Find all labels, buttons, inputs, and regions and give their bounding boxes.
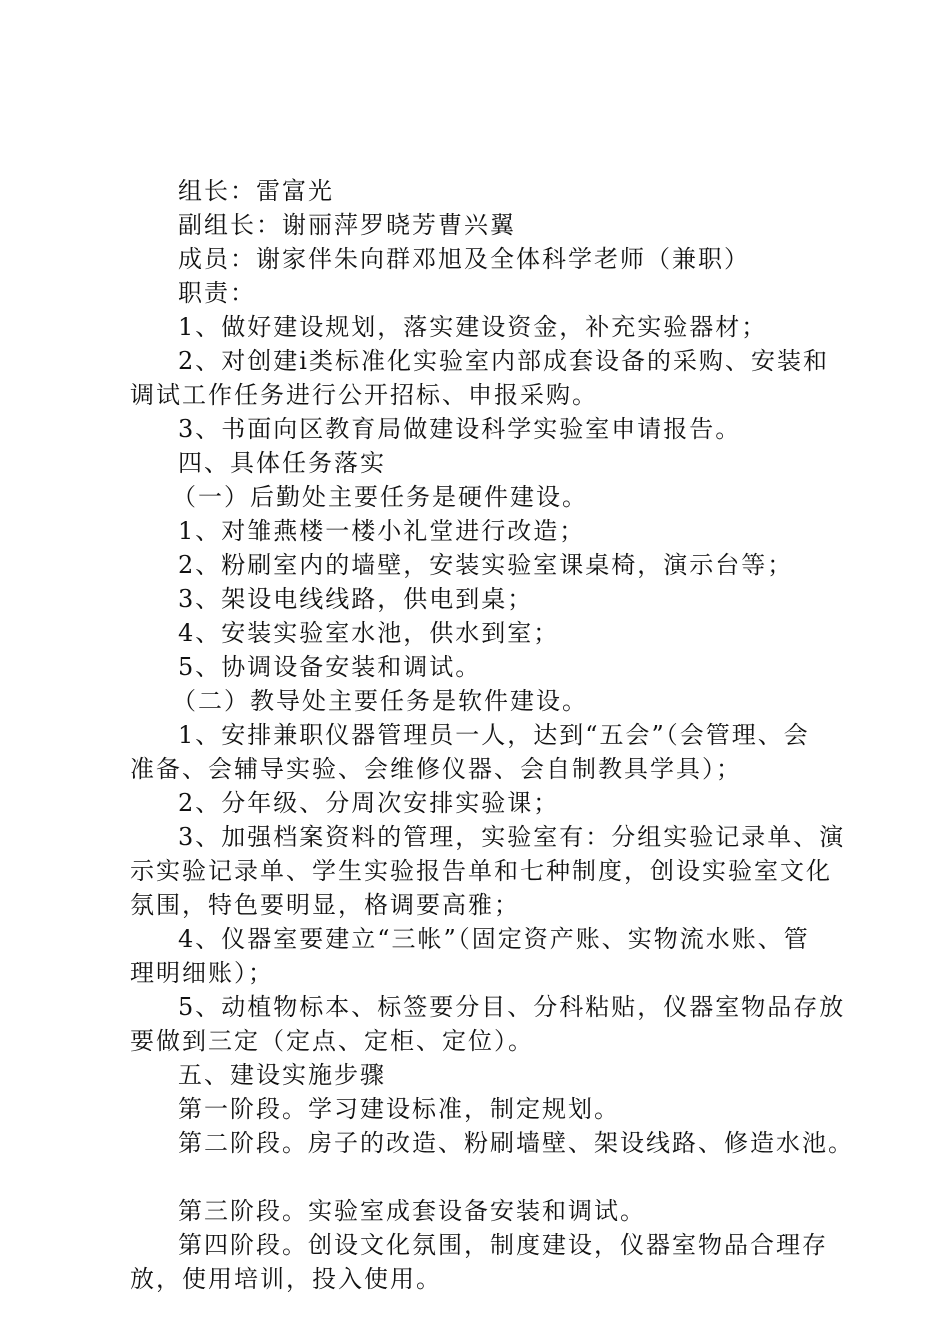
text-line: 放，使用培训，投入使用。 <box>130 1265 442 1293</box>
text-line: 第四阶段。创设文化氛围，制度建设，仪器室物品合理存 <box>178 1231 828 1259</box>
document-body <box>130 174 854 1296</box>
text-line: 氛围，特色要明显，格调要高雅； <box>130 891 520 919</box>
text-line: 示实验记录单、学生实验报告单和七种制度，创设实验室文化 <box>130 857 832 885</box>
text-line: 3、书面向区教育局做建设科学实验室申请报告。 <box>178 415 742 443</box>
text-line: 成员：谢家伴朱向群邓旭及全体科学老师（兼职） <box>178 245 750 273</box>
section-heading: 五、建设实施步骤 <box>178 1061 386 1089</box>
text-line: 5、协调设备安装和调试。 <box>178 653 482 681</box>
text-line: 组长：雷富光 <box>178 177 334 205</box>
text-line: 5、动植物标本、标签要分目、分科粘贴，仪器室物品存放 <box>178 993 846 1021</box>
text-line: 调试工作任务进行公开招标、申报采购。 <box>130 381 598 409</box>
text-line: 4、仪器室要建立“三帐”（固定资产账、实物流水账、管 <box>178 925 810 953</box>
blank-line <box>130 1160 850 1194</box>
text-line: 理明细账）； <box>130 959 274 987</box>
text-line: 3、架设电线线路，供电到桌； <box>178 585 534 613</box>
text-line: 2、粉刷室内的墙壁，安装实验室课桌椅，演示台等； <box>178 551 794 579</box>
text-line: 第一阶段。学习建设标准，制定规划。 <box>178 1095 620 1123</box>
subsection-heading: （二）教导处主要任务是软件建设。 <box>172 687 588 715</box>
text-line: 准备、会辅导实验、会维修仪器、会自制教具学具）； <box>130 755 742 783</box>
subsection-heading: （一）后勤处主要任务是硬件建设。 <box>172 483 588 511</box>
text-line: 1、安排兼职仪器管理员一人，达到“五会”（会管理、会 <box>178 721 810 749</box>
text-line: 副组长：谢丽萍罗晓芳曹兴翼 <box>178 211 516 239</box>
text-line: 职责： <box>178 279 256 307</box>
text-line: 2、对创建ⅰ类标准化实验室内部成套设备的采购、安装和 <box>178 347 829 375</box>
text-line: 1、做好建设规划，落实建设资金，补充实验器材； <box>178 313 768 341</box>
text-line: 1、对雏燕楼一楼小礼堂进行改造； <box>178 517 586 545</box>
text-line: 第二阶段。房子的改造、粉刷墙壁、架设线路、修造水池。 <box>178 1129 854 1157</box>
text-line: 2、分年级、分周次安排实验课； <box>178 789 560 817</box>
section-heading: 四、具体任务落实 <box>178 449 386 477</box>
text-line: 要做到三定（定点、定柜、定位）。 <box>130 1027 534 1055</box>
text-line: 3、加强档案资料的管理，实验室有：分组实验记录单、演 <box>178 823 846 851</box>
text-line: 第三阶段。实验室成套设备安装和调试。 <box>178 1197 646 1225</box>
text-line: 4、安装实验室水池，供水到室； <box>178 619 560 647</box>
